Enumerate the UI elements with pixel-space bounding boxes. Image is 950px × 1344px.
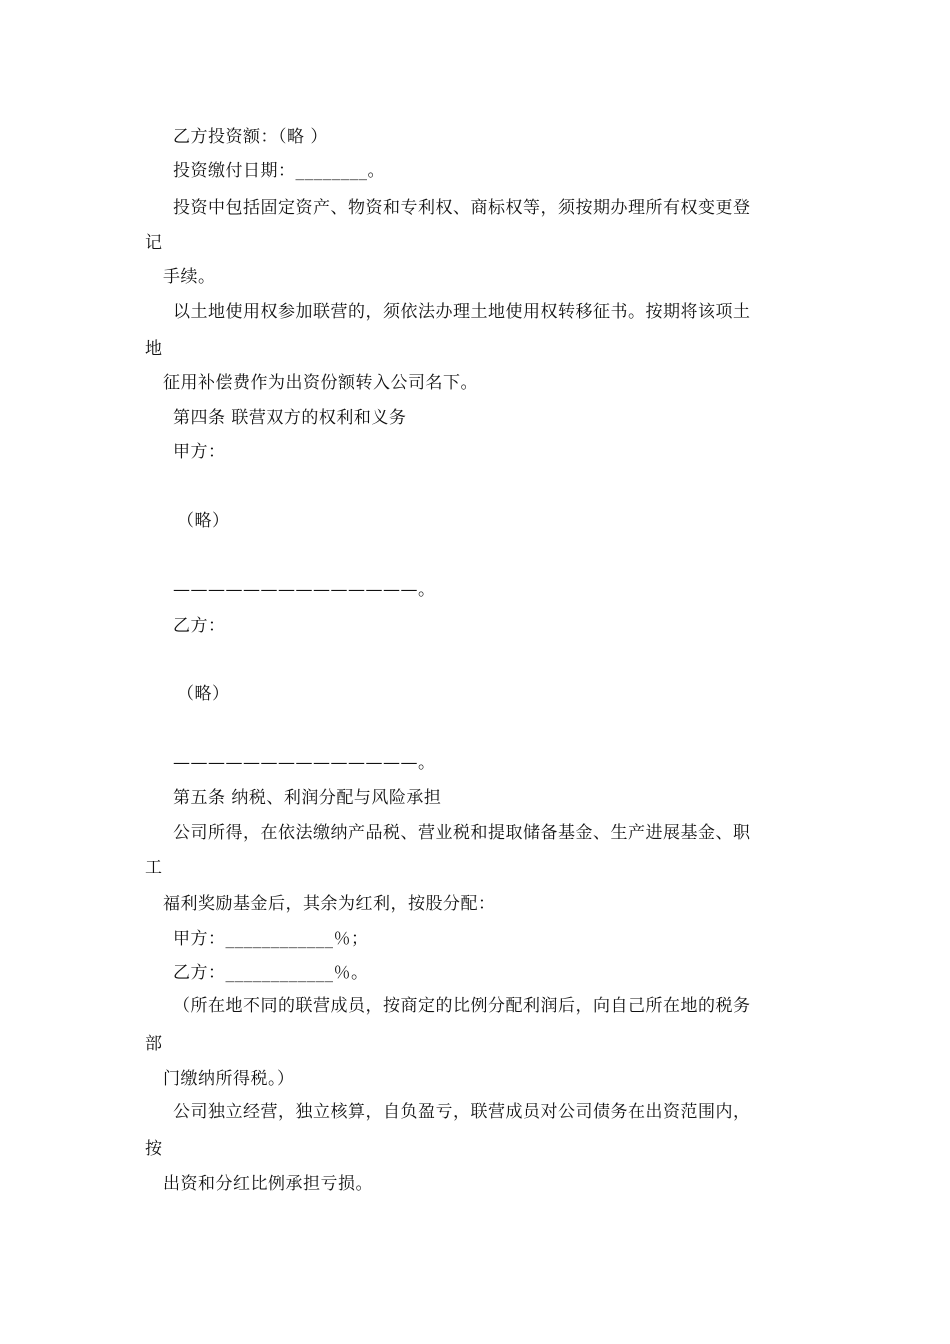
text-line: 征用补偿费作为出资份额转入公司名下。: [163, 373, 478, 393]
text-line: 以土地使用权参加联营的，须依法办理土地使用权转移征书。按期将该项土: [173, 302, 751, 322]
text-line: 投资缴付日期：________。: [173, 161, 385, 181]
text-line: 记: [145, 233, 163, 253]
section-heading: 第五条 纳税、利润分配与风险承担: [173, 788, 442, 808]
blank-dashes: ——————————————。: [173, 580, 436, 600]
text-line: 福利奖励基金后，其余为红利，按股分配：: [163, 894, 496, 914]
text-line: 乙方：____________％。: [173, 963, 369, 983]
text-line: 出资和分红比例承担亏损。: [163, 1174, 373, 1194]
text-line: 乙方：: [173, 616, 226, 636]
text-line: 工: [145, 858, 163, 878]
text-line: 甲方：____________％；: [173, 929, 369, 949]
blank-dashes: ——————————————。: [173, 753, 436, 773]
text-line: （略）: [177, 511, 230, 531]
text-line: 门缴纳所得税。）: [163, 1069, 295, 1089]
text-line: （所在地不同的联营成员，按商定的比例分配利润后，向自己所在地的税务: [173, 996, 751, 1016]
text-line: （略）: [177, 684, 230, 704]
text-line: 公司独立经营，独立核算，自负盈亏，联营成员对公司债务在出资范围内，: [173, 1102, 751, 1122]
text-line: 公司所得，在依法缴纳产品税、营业税和提取储备基金、生产进展基金、职: [173, 823, 751, 843]
text-line: 地: [145, 339, 163, 359]
text-line: 手续。: [163, 267, 216, 287]
text-line: 乙方投资额：（略 ）: [173, 127, 328, 147]
text-line: 投资中包括固定资产、物资和专利权、商标权等，须按期办理所有权变更登: [173, 198, 751, 218]
text-line: 按: [145, 1139, 163, 1159]
text-line: 部: [145, 1034, 163, 1054]
section-heading: 第四条 联营双方的权利和义务: [173, 408, 407, 428]
text-line: 甲方：: [173, 442, 226, 462]
